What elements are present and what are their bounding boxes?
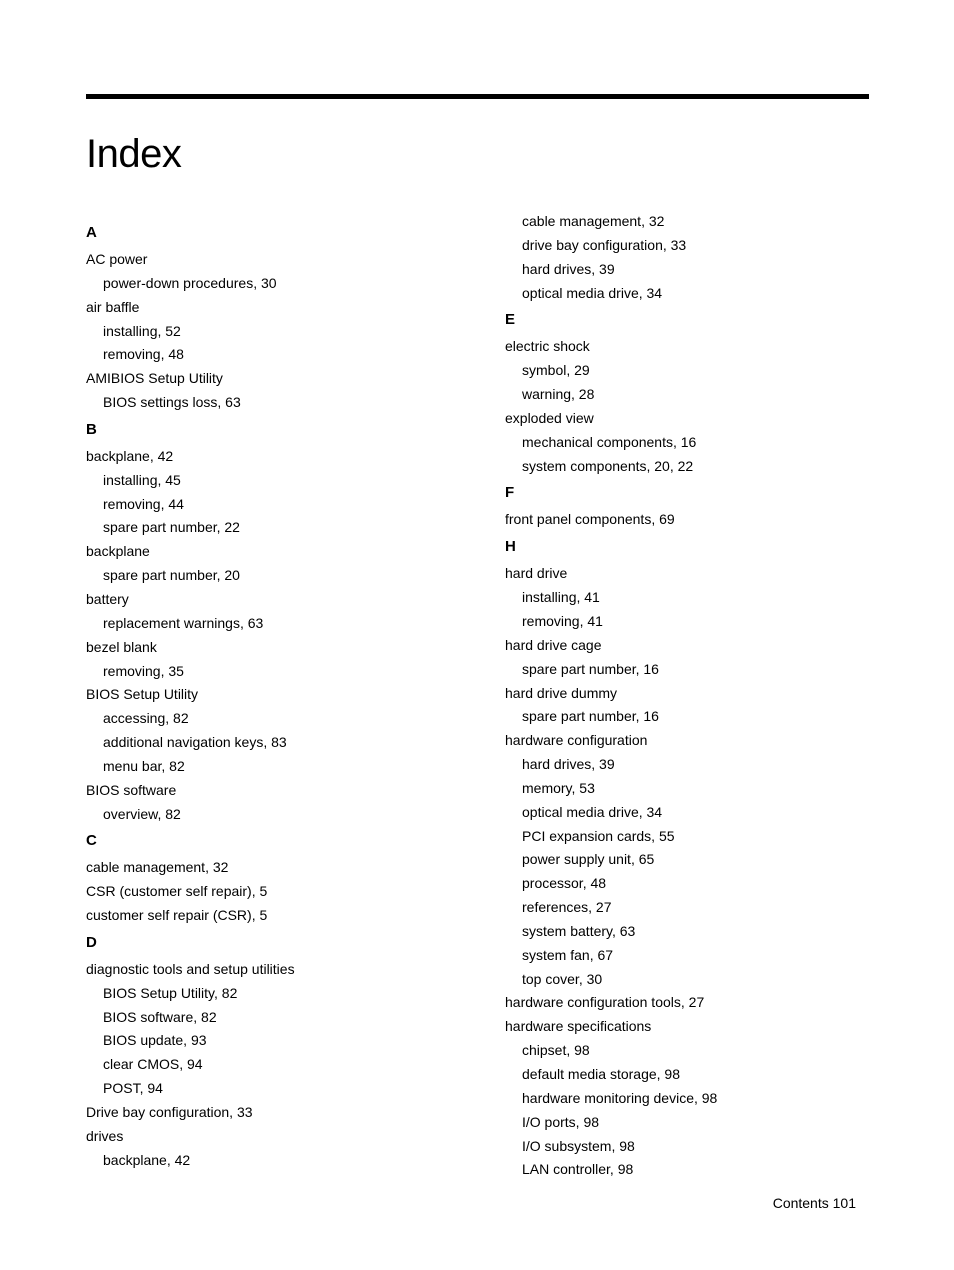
index-subentry: installing, 45 <box>103 471 181 488</box>
index-subentry: POST, 94 <box>103 1080 163 1097</box>
page-footer: Contents 101 <box>772 1195 856 1211</box>
index-entry: backplane, 42 <box>86 447 174 464</box>
index-subentry: system battery, 63 <box>522 922 636 939</box>
index-subentry: installing, 52 <box>103 322 181 339</box>
index-subentry: power-down procedures, 30 <box>103 274 277 291</box>
index-entry: Drive bay configuration, 33 <box>86 1104 253 1120</box>
index-entry: front panel components, 69 <box>505 511 675 528</box>
index-entry: diagnostic tools and setup utilities <box>86 960 295 977</box>
index-subentry: removing, 48 <box>103 346 184 363</box>
index-entry: air baffle <box>86 298 140 315</box>
index-entry: CSR (customer self repair), 5 <box>86 883 268 900</box>
index-subentry: hardware monitoring device, 98 <box>522 1089 718 1106</box>
index-letter-heading: E <box>505 311 516 329</box>
index-subentry: PCI expansion cards, 55 <box>522 827 675 844</box>
index-entry: AC power <box>86 251 148 267</box>
index-subentry: drive bay configuration, 33 <box>522 236 687 253</box>
index-entry: hard drive cage <box>505 636 602 653</box>
index-subentry: accessing, 82 <box>103 710 189 727</box>
index-subentry: optical media drive, 34 <box>522 284 663 301</box>
index-subentry: mechanical components, 16 <box>522 433 697 450</box>
index-subentry: hard drives, 39 <box>522 260 615 277</box>
index-subentry: BIOS software, 82 <box>103 1008 217 1025</box>
index-letter-heading: D <box>86 933 97 951</box>
index-subentry: spare part number, 22 <box>103 519 240 536</box>
index-subentry: removing, 44 <box>103 495 184 512</box>
index-subentry: cable management, 32 <box>522 213 665 229</box>
index-subentry: I/O ports, 98 <box>522 1113 600 1130</box>
index-subentry: top cover, 30 <box>522 970 603 987</box>
index-subentry: BIOS update, 93 <box>103 1032 207 1049</box>
index-subentry: spare part number, 16 <box>522 660 659 677</box>
index-entry: hard drive dummy <box>505 684 618 701</box>
index-subentry: additional navigation keys, 83 <box>103 734 287 751</box>
index-subentry: spare part number, 20 <box>103 567 240 584</box>
index-subentry: clear CMOS, 94 <box>103 1056 203 1073</box>
index-subentry: references, 27 <box>522 899 612 916</box>
index-entry: hardware configuration <box>505 732 648 749</box>
index-subentry: BIOS settings loss, 63 <box>103 394 241 411</box>
index-entry: hardware configuration tools, 27 <box>505 994 705 1011</box>
index-column-right <box>505 210 905 1182</box>
index-subentry: power supply unit, 65 <box>522 851 655 868</box>
index-subentry: replacement warnings, 63 <box>103 614 264 631</box>
index-subentry: chipset, 98 <box>522 1042 590 1059</box>
index-entry: cable management, 32 <box>86 859 229 876</box>
index-subentry: removing, 35 <box>103 662 184 679</box>
index-entry: battery <box>86 590 129 607</box>
index-subentry: I/O subsystem, 98 <box>522 1137 635 1154</box>
index-entry: hard drive <box>505 565 568 582</box>
index-column-left <box>86 218 486 1173</box>
index-subentry: memory, 53 <box>522 779 595 796</box>
page-title: Index <box>86 131 182 176</box>
index-entry: backplane <box>86 543 150 560</box>
index-subentry: default media storage, 98 <box>522 1066 680 1082</box>
index-entry: exploded view <box>505 409 594 426</box>
index-subentry: spare part number, 16 <box>522 708 659 725</box>
index-entry: customer self repair (CSR), 5 <box>86 907 268 924</box>
index-letter-heading: F <box>505 484 515 502</box>
index-subentry: optical media drive, 34 <box>522 803 663 820</box>
index-subentry: symbol, 29 <box>522 362 590 379</box>
index-letter-heading: A <box>86 224 97 241</box>
index-subentry: menu bar, 82 <box>103 757 185 774</box>
index-subentry: system fan, 67 <box>522 946 614 963</box>
index-letter-heading: H <box>505 538 516 556</box>
index-entry: bezel blank <box>86 638 157 655</box>
index-entry: drives <box>86 1127 124 1144</box>
index-subentry: removing, 41 <box>522 612 603 629</box>
index-entry: electric shock <box>505 338 590 355</box>
index-subentry: hard drives, 39 <box>522 756 615 773</box>
index-subentry: LAN controller, 98 <box>522 1161 634 1178</box>
index-entry: BIOS Setup Utility <box>86 686 199 703</box>
index-subentry: backplane, 42 <box>103 1151 191 1168</box>
index-entry: hardware specifications <box>505 1018 652 1035</box>
index-subentry: installing, 41 <box>522 589 600 606</box>
index-subentry: processor, 48 <box>522 875 607 892</box>
index-entry: BIOS software <box>86 781 177 798</box>
index-subentry: system components, 20, 22 <box>522 457 694 474</box>
index-subentry: warning, 28 <box>522 386 595 403</box>
index-entry: AMIBIOS Setup Utility <box>86 370 223 387</box>
index-letter-heading: B <box>86 420 97 438</box>
title-rule <box>86 94 869 99</box>
index-subentry: BIOS Setup Utility, 82 <box>103 984 238 1001</box>
index-letter-heading: C <box>86 832 97 850</box>
index-subentry: overview, 82 <box>103 805 181 822</box>
